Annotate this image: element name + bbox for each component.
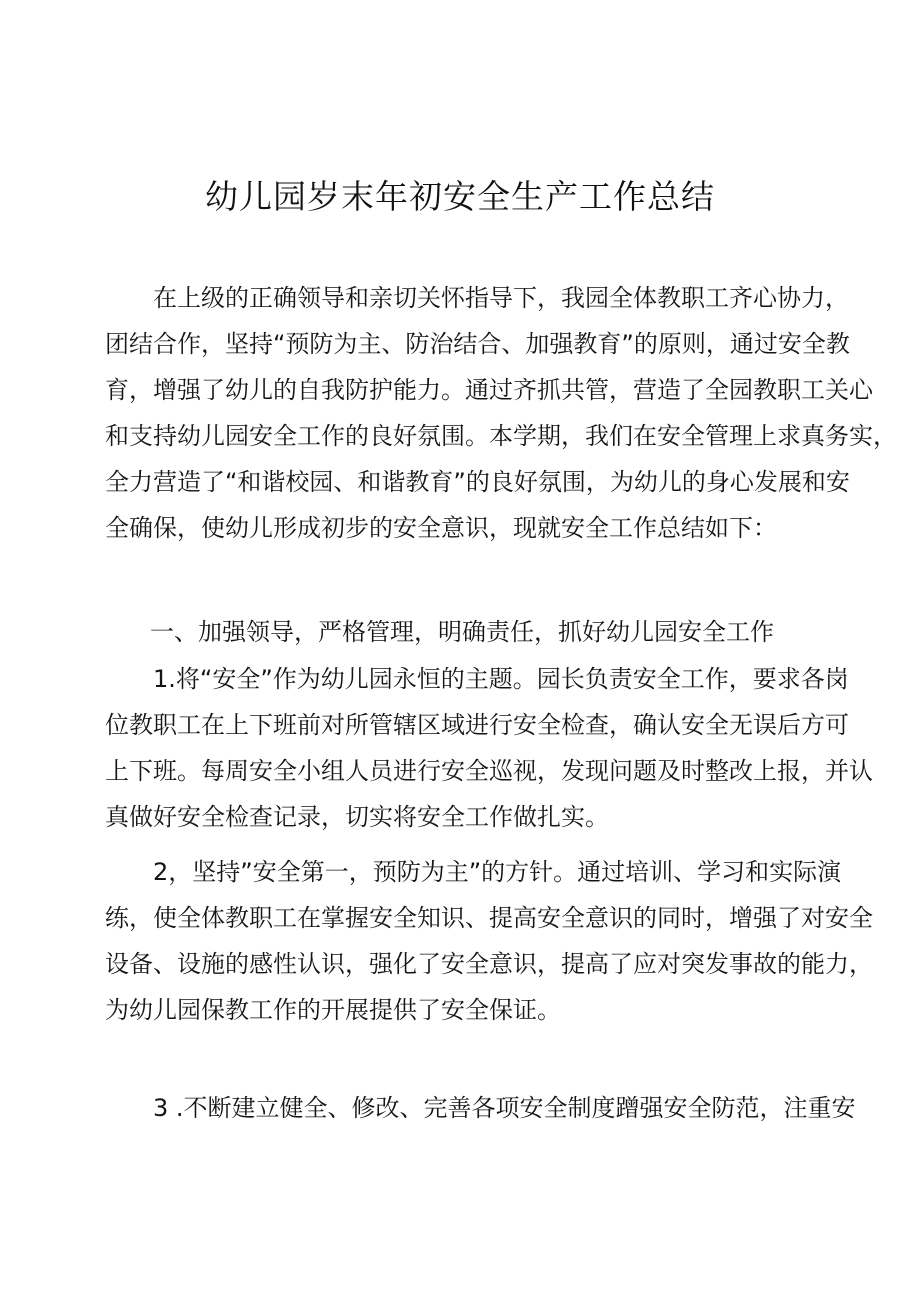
item3-line-1: 3 .不断建立健全、修改、完善各项安全制度蹭强安全防范，注重安 (153, 1094, 856, 1122)
item1-line-3: 上下班。每周安全小组人员进行安全巡视，发现问题及时整改上报，并认 (105, 757, 873, 785)
intro-line-3: 育，增强了幼儿的自我防护能力。通过齐抓共管，营造了全园教职工关心 (105, 376, 873, 404)
item2-line-2: 练，使全体教职工在掌握安全知识、提高安全意识的同时，增强了对安全 (105, 904, 873, 932)
item1-line-1: 1.将“安全”作为幼儿园永恒的主题。园长负责安全工作，要求各岗 (153, 665, 849, 693)
item2-line-3: 设备、设施的感性认识，强化了安全意识，提高了应对突发事故的能力， (105, 950, 873, 978)
intro-line-6: 全确保，使幼儿形成初步的安全意识，现就安全工作总结如下： (105, 514, 777, 542)
document-title: 幼儿园岁末年初安全生产工作总结 (205, 177, 715, 216)
intro-line-4: 和支持幼儿园安全工作的良好氛围。本学期，我们在安全管理上求真务实， (105, 422, 897, 450)
item2-line-1: 2，坚持”安全第一，预防为主”的方针。通过培训、学习和实际演 (153, 858, 842, 886)
item2-line-4: 为幼儿园保教工作的开展提供了安全保证。 (105, 996, 561, 1024)
item1-line-4: 真做好安全检查记录，切实将安全工作做扎实。 (105, 803, 609, 831)
section-heading-1: 一、加强领导，严格管理，明确责任，抓好幼儿园安全工作 (150, 618, 774, 646)
item1-line-2: 位教职工在上下班前对所管辖区域进行安全检查，确认安全无误后方可 (105, 711, 849, 739)
intro-line-5: 全力营造了“和谐校园、和谐教育”的良好氛围，为幼儿的身心发展和安 (105, 468, 850, 496)
intro-line-1: 在上级的正确领导和亲切关怀指导下，我园全体教职工齐心协力， (153, 284, 849, 312)
intro-line-2: 团结合作，坚持“预防为主、防治结合、加强教育”的原则，通过安全教 (105, 330, 850, 358)
